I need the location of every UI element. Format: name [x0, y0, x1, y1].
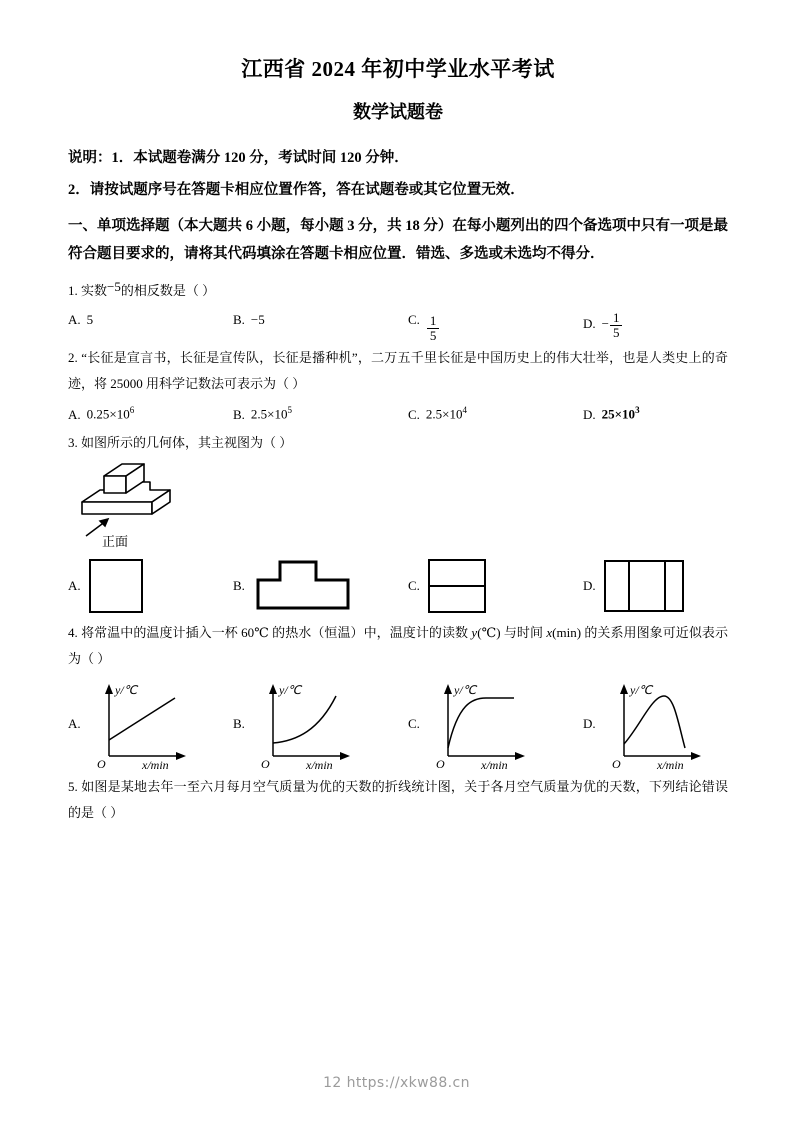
question-2-option-c[interactable]	[408, 403, 583, 425]
option-label: C.	[408, 577, 420, 593]
rectangle-three-columns-shape	[604, 560, 684, 612]
question-1-number: 1.	[68, 283, 78, 299]
origin-label: O	[260, 756, 270, 770]
option-label: D.	[583, 577, 596, 593]
graph-linear-increasing-svg	[87, 678, 195, 770]
option-label: B.	[233, 715, 245, 731]
question-3-option-d[interactable]	[583, 560, 728, 612]
option-value: −5	[250, 312, 265, 328]
graph-convex-increasing-svg	[251, 678, 359, 770]
option-value	[602, 403, 640, 425]
question-3-number: 3.	[68, 434, 78, 450]
y-axis-label: y/℃	[114, 682, 137, 697]
page-title: 江西省 2024 年初中学业水平考试	[241, 57, 555, 81]
riser-front-face	[104, 476, 126, 493]
question-1	[68, 278, 728, 341]
unit-celsius: (℃)	[477, 624, 501, 640]
option-label: B.	[233, 312, 245, 328]
option-value: 5	[86, 312, 94, 328]
exponent: 3	[635, 405, 640, 416]
option-label: C.	[408, 312, 420, 328]
option-label: C.	[408, 715, 420, 731]
exponent: 5	[287, 405, 293, 416]
x-axis-arrowhead	[515, 752, 525, 760]
origin-label: O	[96, 756, 106, 770]
y-axis-label: y/℃	[629, 682, 652, 697]
fraction-one-fifth	[427, 314, 440, 342]
y-axis-label: y/℃	[453, 682, 477, 697]
curve-linear-increasing	[109, 698, 175, 740]
split-bottom-half	[430, 587, 484, 611]
question-2-number: 2.	[68, 350, 78, 366]
graph-concave-plateau-svg	[426, 678, 534, 770]
t-shape-outline	[258, 562, 348, 608]
column-2	[630, 562, 666, 610]
x-axis-arrowhead	[340, 752, 350, 760]
question-5-number: 5.	[68, 778, 78, 794]
step-solid-isometric-svg	[74, 462, 189, 540]
curve-concave-increasing-plateau	[448, 698, 514, 748]
question-2-option-a[interactable]	[68, 403, 233, 425]
question-1-value: −5	[107, 279, 121, 295]
option-label: A.	[68, 312, 81, 328]
option-label: A.	[68, 406, 81, 422]
exponent: 6	[129, 405, 135, 416]
question-4-option-b[interactable]	[233, 678, 408, 770]
variable-y: y	[471, 624, 478, 640]
option-value	[251, 403, 292, 425]
fraction-numerator: 1	[429, 313, 437, 329]
question-4-text	[68, 620, 728, 672]
fraction-denominator: 5	[610, 325, 623, 340]
fraction-numerator: 1	[612, 310, 620, 326]
section-heading-multiple-choice: 一、单项选择题（本大题共 6 小题，每小题 3 分，共 18 分）在每小题列出的四个备选项中只有一项是最符合题目要求的，请将其代码填涂在答题卡相应位置．错选、多选或未选均不得分．	[68, 217, 728, 262]
minus-sign: −	[601, 315, 609, 331]
question-3-figure-caption: 正面	[102, 533, 129, 549]
option-value	[87, 403, 135, 425]
question-4-part-2: 与时间	[500, 624, 547, 640]
column-1	[606, 562, 630, 610]
t-shape-svg	[253, 558, 353, 614]
question-3	[68, 430, 728, 614]
question-4	[68, 620, 728, 770]
curve-rise-then-fall	[624, 696, 685, 748]
question-4-option-d[interactable]	[583, 678, 728, 770]
option-label: D.	[583, 315, 596, 331]
question-1-text-after: 的相反数是（ ）	[120, 283, 216, 299]
mantissa: 2.5×10	[425, 406, 463, 422]
origin-label: O	[435, 756, 445, 770]
option-label: D.	[583, 715, 596, 731]
y-axis-arrowhead	[105, 684, 113, 694]
origin-label: O	[611, 756, 621, 770]
question-2-option-d[interactable]	[583, 403, 728, 425]
x-axis-arrowhead	[691, 752, 701, 760]
exponent: 4	[462, 405, 468, 416]
x-axis-label: x/min	[480, 757, 508, 770]
column-3	[666, 562, 682, 610]
unit-minutes: (min)	[552, 624, 582, 640]
curve-convex-increasing	[273, 696, 336, 743]
question-1-text-before: 实数	[81, 283, 108, 299]
question-3-option-c[interactable]	[408, 559, 583, 613]
question-3-option-b[interactable]	[233, 558, 408, 614]
negative-fraction-one-fifth	[602, 310, 624, 338]
option-label: D.	[583, 406, 596, 422]
x-axis-label: x/min	[141, 757, 169, 770]
question-4-option-c[interactable]	[408, 678, 583, 770]
solid-front-face	[82, 502, 152, 514]
option-label: A.	[68, 577, 81, 593]
mantissa: 0.25×10	[86, 406, 130, 422]
question-1-text	[68, 278, 728, 304]
option-value	[426, 403, 467, 425]
instruction-line-1: 说明：1．本试题卷满分 120 分，考试时间 120 分钟．	[68, 149, 409, 166]
split-top-half	[430, 561, 484, 587]
fraction	[610, 311, 623, 339]
question-4-number: 4.	[68, 624, 78, 640]
rectangle-split-horizontal-shape	[428, 559, 486, 613]
question-5	[68, 774, 728, 826]
instruction-line-2: 2．请按试题序号在答题卡相应位置作答，答在试题卷或其它位置无效．	[68, 182, 525, 199]
page-content	[68, 56, 728, 830]
question-2-option-b[interactable]	[233, 403, 408, 425]
y-axis-arrowhead	[269, 684, 277, 694]
question-4-part-3: 的关系用图象可近似表示为（ ）	[68, 624, 729, 666]
question-3-options	[68, 558, 728, 614]
question-3-option-a[interactable]	[68, 559, 233, 613]
y-axis-arrowhead	[444, 684, 452, 694]
option-label: B.	[233, 577, 245, 593]
question-2-options	[68, 403, 728, 425]
x-axis-label: x/min	[656, 757, 684, 770]
option-label: A.	[68, 715, 81, 731]
question-4-options	[68, 678, 728, 770]
mantissa: 25×10	[601, 406, 636, 422]
question-3-solid-figure	[74, 462, 728, 550]
graph-rise-then-fall-svg	[602, 678, 710, 770]
plain-rectangle-shape	[89, 559, 143, 613]
question-1-option-a[interactable]	[68, 310, 233, 331]
x-axis-label: x/min	[305, 757, 333, 770]
question-1-option-b[interactable]	[233, 310, 408, 331]
question-5-text	[68, 774, 728, 826]
y-axis-label: y/℃	[278, 682, 302, 697]
question-5-body: 如图是某地去年一至六月每月空气质量为优的天数的折线统计图，关于各月空气质量为优的天数，下列结论错误的是（ ）	[68, 778, 729, 820]
option-label: B.	[233, 406, 245, 422]
option-label: C.	[408, 406, 420, 422]
variable-x: x	[546, 624, 553, 640]
question-3-text	[68, 430, 728, 456]
page-subtitle: 数学试题卷	[353, 102, 443, 123]
question-3-body: 如图所示的几何体，其主视图为（ ）	[81, 434, 293, 450]
y-axis-arrowhead	[620, 684, 628, 694]
x-axis-arrowhead	[176, 752, 186, 760]
fraction-denominator: 5	[427, 328, 440, 343]
question-2-body: “长征是宣言书，长征是宣传队，长征是播种机”，二万五千里长征是中国历史上的伟大壮举，也是人类史上的奇迹，将 25000 用科学记数法可表示为（ ）	[68, 350, 728, 392]
question-1-option-d[interactable]	[583, 310, 728, 338]
question-2	[68, 345, 728, 425]
question-1-option-c[interactable]	[408, 310, 583, 341]
question-4-part-1: 将常温中的温度计插入一杯 60℃ 的热水（恒温）中，温度计的读数	[81, 624, 472, 640]
mantissa: 2.5×10	[250, 406, 288, 422]
question-4-option-a[interactable]	[68, 678, 233, 770]
question-2-text	[68, 345, 728, 397]
page-footer-watermark: 12 https://xkw88.cn	[323, 1075, 470, 1091]
question-1-options	[68, 310, 728, 341]
